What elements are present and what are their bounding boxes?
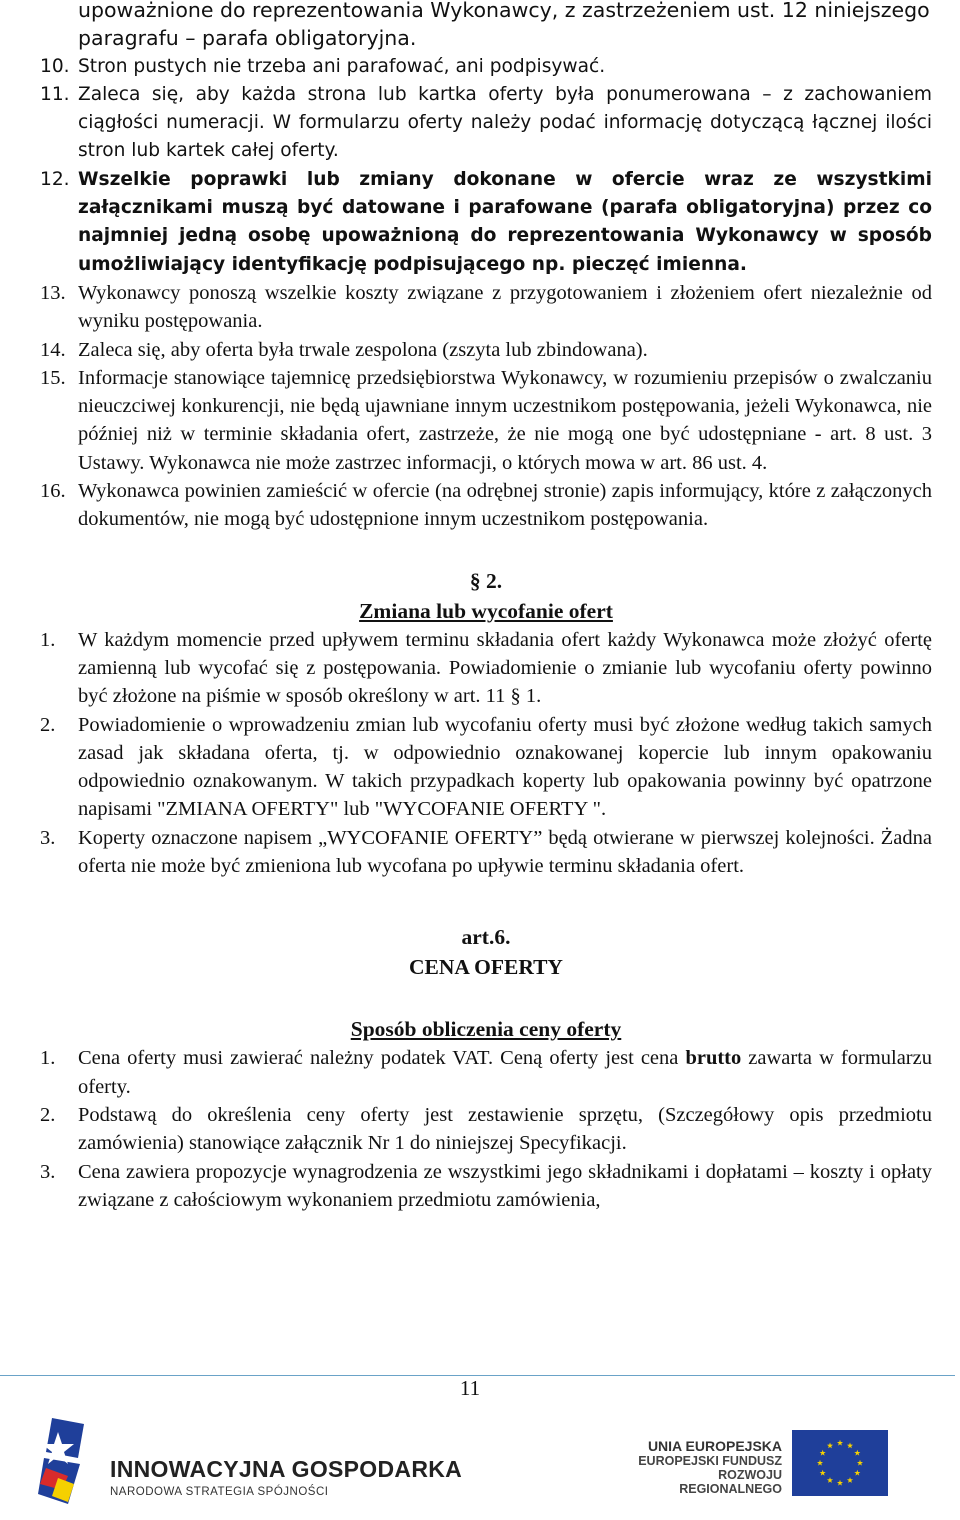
item-text: Wykonawca powinien zamieścić w ofercie (na odrębnej stronie) zapis informujący, które z załączonych dokumentów, nie mogą być udostępnione innym uczestnikom postępowania.: [78, 480, 932, 531]
article-subtitle: Sposób obliczenia ceny oferty: [350, 1017, 622, 1042]
item-text: W każdym momencie przed upływem terminu składania ofert każdy Wykonawca może złożyć ofertę zamienną lub wycofać się z postępowania. Powiadomienie o zmianie lub wycofaniu oferty powinno być złożone na piśmie w sposób określony w art. 11 § 1.: [78, 628, 932, 708]
item-text: Cena zawiera propozycje wynagrodzenia ze wszystkimi jego składnikami i dopłatami – koszty i opłaty związane z całościowym wykonaniem przedmiotu zamówienia,: [78, 1160, 932, 1211]
item-text: Powiadomienie o wprowadzeniu zmian lub wycofaniu oferty musi być złożone według takich samych zasad jak składana oferta, tj. w odpowiednio oznakowanej kopercie lub innym opakowaniu odpowiednio oznakowanym. W takich przypadkach koperty lub opakowania powinny być opatrzone napisami "ZMIANA OFERTY" lub "WYCOFANIE OFERTY ".: [78, 713, 932, 821]
item-number: 11.: [40, 83, 70, 105]
footer-rule-left: [0, 1375, 370, 1376]
item-number: 14.: [40, 338, 66, 361]
logo-left-title: INNOWACYJNA GOSPODARKA: [110, 1456, 463, 1482]
item-text: Wszelkie poprawki lub zmiany dokonane w ofercie wraz ze wszystkimi załącznikami muszą być datowane i parafowane (parafa obligatoryjna) przez co najmniej jedną osobę upoważnioną do reprezentowania Wykonawcy w sposób umożliwiający identyfikację podpisującego np. pieczęć imienna.: [78, 168, 932, 275]
innowacyjna-gospodarka-logo: [38, 1418, 463, 1508]
section2-item-1: [40, 626, 932, 711]
section-paragraph-mark: § 2.: [469, 568, 503, 593]
item-text: Stron pustych nie trzeba ani parafować, ani podpisywać.: [78, 55, 606, 77]
continuation-line-2: paragrafu – parafa obligatoryjna.: [78, 26, 417, 51]
eu-text-block: [612, 1438, 782, 1496]
eu-line-3: ROZWOJU REGIONALNEGO: [679, 1468, 782, 1496]
item-text: Koperty oznaczone napisem „WYCOFANIE OFERTY” będą otwierane w pierwszej kolejności. Żadna oferta nie może być zmieniona lub wycofana po upływie terminu składania ofert.: [78, 826, 932, 878]
art6-item-1: [40, 1044, 932, 1101]
logo-left-subtitle: NARODOWA STRATEGIA SPÓJNOŚCI: [110, 1486, 329, 1498]
page-number: 11: [459, 1376, 481, 1400]
list-item-13: [40, 279, 932, 336]
item-number: 2.: [40, 1103, 56, 1126]
list-item-14: [40, 336, 932, 364]
art6-item-3: [40, 1158, 932, 1215]
list-item-11: [40, 81, 932, 166]
list-item-10: [40, 53, 932, 81]
item-text: Informacje stanowiące tajemnicę przedsiębiorstwa Wykonawcy, w rozumieniu przepisów o zwalczaniu nieuczciwej konkurencji, nie będą ujawniane innym uczestnikom postępowania, jeżeli Wykonawca, nie później niż w terminie składania ofert, zastrzeże, że nie mogą one być udostępniane - art. 8 ust. 3 Ustawy. Wykonawca nie może zastrzec informacji, o których mowa w art. 86 ust. 4.: [78, 366, 932, 474]
item-number: 2.: [40, 713, 56, 736]
star-logo-icon: [38, 1418, 108, 1508]
continuation-text: [40, 0, 932, 53]
item-number: 1.: [40, 1047, 56, 1070]
item-number: 13.: [40, 281, 66, 304]
item-number: 16.: [40, 480, 66, 503]
item-number: 15.: [40, 366, 66, 389]
item-text: Podstawą do określenia ceny oferty jest zestawienie sprzętu, (Szczegółowy opis przedmiotu zamówienia) stanowiące załącznik Nr 1 do niniejszej Specyfikacji.: [78, 1103, 932, 1155]
item-number: 12.: [40, 168, 70, 190]
eu-flag-icon: [792, 1430, 888, 1496]
list-item-16: [40, 477, 932, 534]
list-item-12: [40, 166, 932, 279]
continuation-line-1: upoważnione do reprezentowania Wykonawcy, z zastrzeżeniem ust. 12 niniejszego: [78, 0, 930, 22]
eu-line-2: EUROPEJSKI FUNDUSZ: [638, 1454, 782, 1468]
item-text-part-a: Cena oferty musi zawierać należny podatek VAT. Ceną oferty jest cena: [78, 1047, 686, 1070]
item-text: Zaleca się, aby oferta była trwale zespolona (zszyta lub zbindowana).: [78, 338, 648, 361]
article-label: art.6.: [461, 925, 511, 950]
document-body: [40, 0, 932, 1214]
item-number: 3.: [40, 826, 56, 849]
item-text: Zaleca się, aby każda strona lub kartka oferty była ponumerowana – z zachowaniem ciągłości numeracji. W formularzu oferty należy podać informację dotyczącą łącznej ilości stron lub kartek całej oferty.: [78, 83, 932, 162]
section2-item-3: [40, 824, 932, 881]
section-title: Zmiana lub wycofanie ofert: [359, 598, 613, 623]
item-text-part-b: zawarta w formularzu oferty.: [78, 1047, 932, 1098]
eu-logo: [612, 1428, 902, 1508]
item-text-bold: brutto: [685, 1047, 742, 1070]
section2-item-2: [40, 711, 932, 824]
item-text: Wykonawcy ponoszą wszelkie koszty związane z przygotowaniem i złożeniem ofert niezależnie od wyniku postępowania.: [78, 281, 932, 333]
list-item-15: [40, 364, 932, 477]
item-number: 1.: [40, 628, 56, 651]
article-title: CENA OFERTY: [409, 955, 563, 980]
eu-line-1: UNIA EUROPEJSKA: [647, 1438, 782, 1454]
item-number: 10.: [40, 55, 70, 77]
art6-item-2: [40, 1101, 932, 1158]
item-number: 3.: [40, 1160, 56, 1183]
